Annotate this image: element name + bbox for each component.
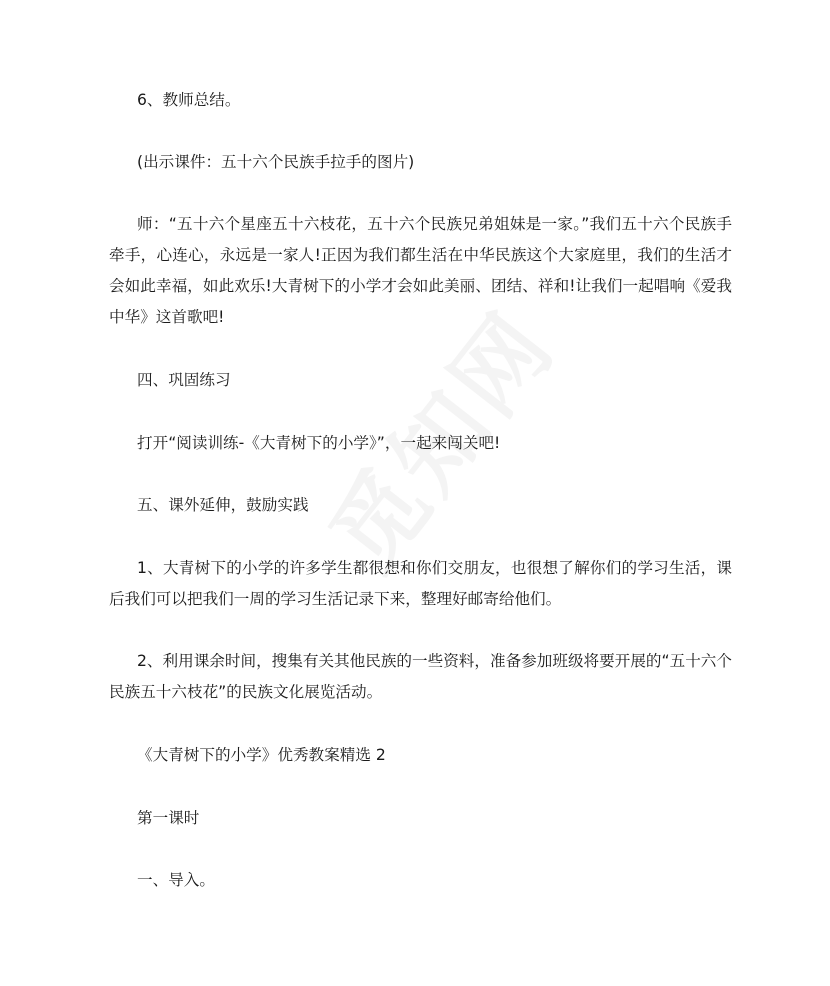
paragraph-teacher-summary: 6、教师总结。	[137, 91, 241, 109]
paragraph-open-reading-training: 打开“阅读训练-《大青树下的小学》”，一起来闯关吧!	[137, 434, 501, 452]
paragraph-teacher-speech: 师：“五十六个星座五十六枝花，五十六个民族兄弟姐妹是一家。”我们五十六个民族手牵手，心连心，永远是一家人!正因为我们都生活在中华民族这个大家庭里，我们的生活才会如此幸福，如此欢乐!大青树下的小学才会如此美丽、团结、祥和!让我们一起唱响《爱我中华》这首歌吧!	[109, 215, 732, 326]
heading-introduction: 一、导入。	[137, 871, 215, 889]
heading-first-lesson: 第一课时	[137, 809, 200, 827]
paragraph-extension-item-1: 1、大青树下的小学的许多学生都很想和你们交朋友，也很想了解你们的学习生活，课后我们可以把我们一周的学习生活记录下来，整理好邮寄给他们。	[109, 559, 732, 608]
heading-lesson-plan-2: 《大青树下的小学》优秀教案精选 2	[137, 746, 386, 764]
paragraph-show-courseware: (出示课件：五十六个民族手拉手的图片)	[137, 153, 415, 171]
heading-consolidation-practice: 四、巩固练习	[137, 371, 231, 389]
heading-extension-practice: 五、课外延伸，鼓励实践	[137, 496, 309, 514]
paragraph-extension-item-2: 2、利用课余时间，搜集有关其他民族的一些资料，准备参加班级将要开展的“五十六个民族五十六枝花”的民族文化展览活动。	[109, 652, 732, 701]
